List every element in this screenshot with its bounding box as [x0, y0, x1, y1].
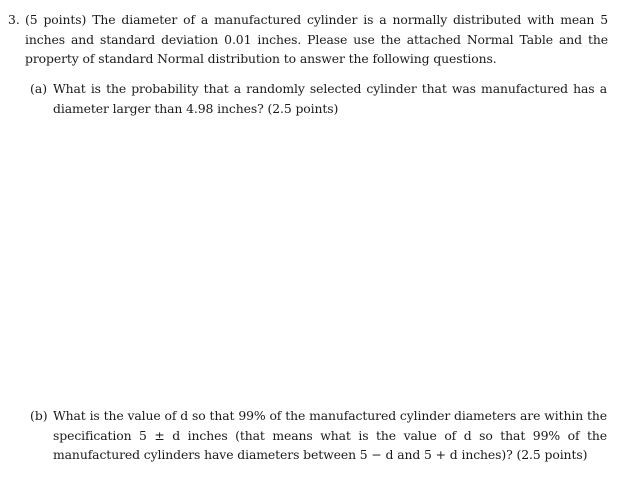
- problem-statement: [8, 10, 608, 69]
- part-b: [30, 406, 607, 465]
- part-a-text: What is the probability that a randomly selected cylinder that was manufactured has a diameter larger than 4.98 inches? (2.5 points): [53, 81, 607, 116]
- part-a: [30, 79, 607, 118]
- problem-3: [8, 10, 608, 69]
- part-b-label: (b): [30, 408, 48, 423]
- part-b-text: What is the value of d so that 99% of the manufactured cylinder diameters are within the specification 5 ± d inches (that means what is the value of d so that 99% of the manufactured cylinders have diameters between 5 − d and 5 + d inches)? (2.5 points): [53, 408, 607, 462]
- part-a-label: (a): [30, 81, 48, 96]
- problem-text: (5 points) The diameter of a manufactured cylinder is a normally distributed with mean 5 inches and standard deviation 0.01 inches. Please use the attached Normal Table and the property of standard Normal distribution to answer the following questions.: [25, 12, 608, 66]
- problem-number: 3.: [8, 12, 20, 27]
